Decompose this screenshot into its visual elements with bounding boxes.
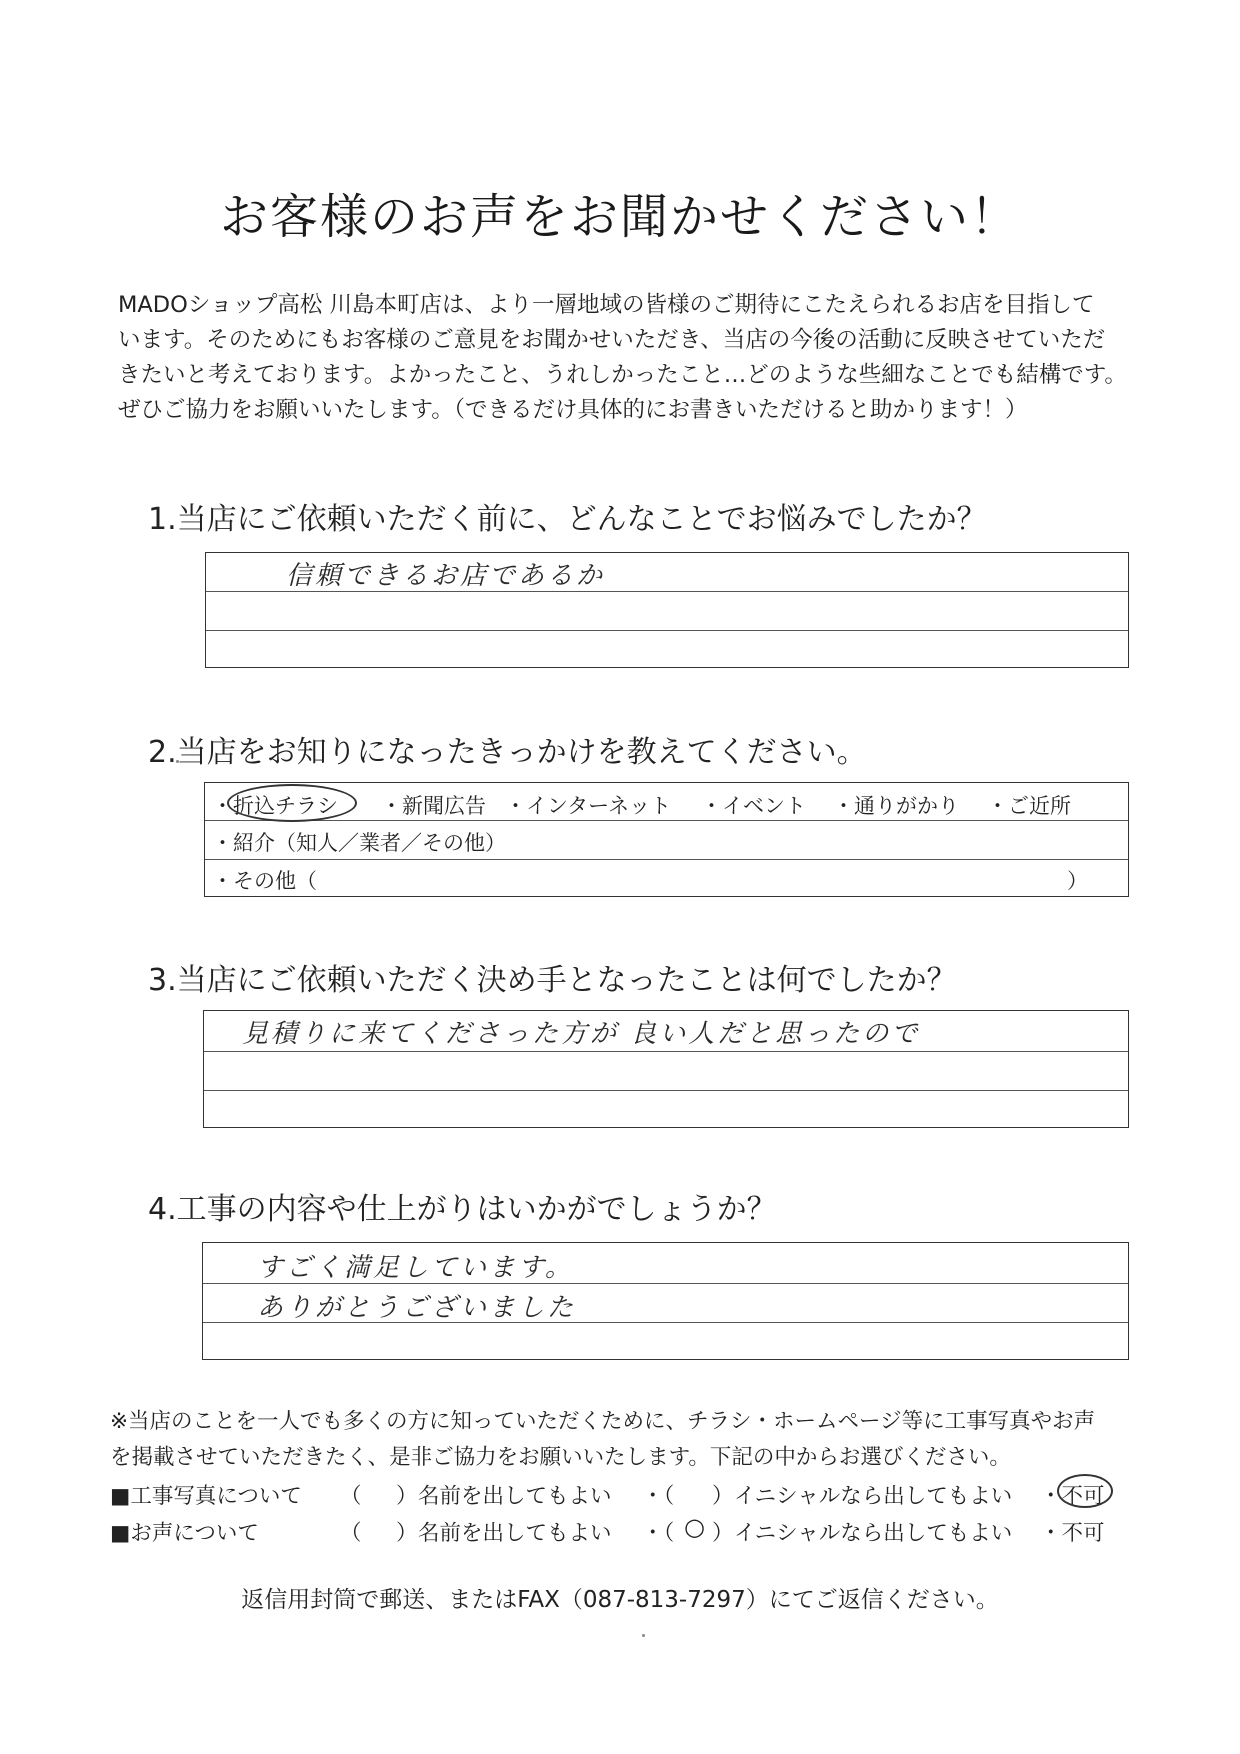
option-event[interactable]: ・イベント — [701, 794, 806, 818]
intro-line: きたいと考えております。よかったこと、うれしかったこと…どのような些細なことでも結構です。 — [118, 362, 1127, 388]
voice-initial-close: ） — [712, 1521, 734, 1546]
photo-name-ok[interactable]: 名前を出してもよい — [418, 1484, 612, 1509]
handwritten-answer-4-line2: ありがとうございました — [257, 1293, 577, 1323]
photo-consent-label: ■工事写真について — [110, 1484, 302, 1509]
handwritten-answer-1: 信頼できるお店であるか — [286, 561, 606, 591]
return-instructions: 返信用封筒で郵送、またはFAX（087-813-7297）にてご返信ください。 — [241, 1587, 999, 1613]
answer-line — [204, 1090, 1128, 1091]
voice-initial-mark: ○ — [684, 1513, 705, 1541]
question-1: 1.当店にご依頼いただく前に、どんなことでお悩みでしたか？ — [148, 502, 987, 537]
intro-line: います。そのためにもお客様のご意見をお聞かせいただき、当店の今後の活動に反映させていただ — [118, 327, 1106, 353]
option-neighborhood[interactable]: ・ご近所 — [987, 794, 1071, 818]
page-title: お客様のお声をお聞かせください！ — [219, 189, 1020, 245]
options-box-2 — [204, 782, 1129, 897]
voice-paren-open: （ — [340, 1521, 362, 1546]
option-other[interactable]: ・その他（ — [212, 869, 317, 893]
photo-initial-prefix: ・（ — [642, 1484, 675, 1509]
voice-paren-close: ） — [396, 1521, 418, 1546]
option-internet[interactable]: ・インターネット — [505, 794, 672, 818]
selection-circle — [227, 784, 357, 822]
consent-note-line: を掲載させていただきたく、是非ご協力をお願いいたします。下記の中からお選びください。 — [110, 1445, 1011, 1470]
scan-speck — [642, 1634, 645, 1637]
option-other-close: ） — [1067, 869, 1088, 893]
intro-paragraph — [118, 288, 1138, 428]
option-newspaper[interactable]: ・新聞広告 — [381, 794, 486, 818]
consent-note-line: ※当店のことを一人でも多くの方に知っていただくために、チラシ・ホームページ等に工事写真やお声 — [110, 1409, 1096, 1434]
selection-circle — [1057, 1474, 1113, 1508]
answer-box-4[interactable] — [202, 1242, 1129, 1360]
intro-line: ぜひご協力をお願いいたします。（できるだけ具体的にお書きいただけると助かります！） — [118, 397, 1028, 423]
answer-line — [206, 630, 1128, 631]
voice-initial-prefix: ・（ — [642, 1521, 675, 1546]
option-passing-by[interactable]: ・通りがかり — [833, 794, 959, 818]
photo-paren-close: ） — [396, 1484, 418, 1509]
handwritten-answer-4-line1: すごく満足しています。 — [257, 1253, 574, 1283]
option-referral[interactable]: ・紹介（知人／業者／その他） — [212, 831, 506, 855]
voice-name-ok[interactable]: 名前を出してもよい — [418, 1521, 612, 1546]
option-line — [205, 859, 1128, 860]
answer-box-1[interactable] — [205, 552, 1129, 668]
handwritten-answer-3: 見積りに来てくださった方が 良い人だと思ったので — [242, 1019, 921, 1049]
voice-not-ok[interactable]: ・不可 — [1040, 1521, 1105, 1546]
intro-line: MADOショップ高松 川島本町店は、より一層地域の皆様のご期待にこたえられるお店を目指して — [118, 292, 1095, 318]
question-4: 4.工事の内容や仕上がりはいかがでしょうか？ — [148, 1192, 777, 1227]
voice-initial-ok[interactable]: イニシャルなら出してもよい — [734, 1521, 1013, 1546]
question-3: 3.当店にご依頼いただく決め手となったことは何でしたか？ — [148, 963, 957, 998]
photo-initial-close: ） — [712, 1484, 734, 1509]
answer-box-3[interactable] — [203, 1010, 1129, 1128]
option-line — [205, 820, 1128, 821]
voice-consent-label: ■お声について — [110, 1521, 259, 1546]
option-leaflet[interactable]: ・折込チラシ — [212, 794, 338, 818]
photo-paren-open: （ — [340, 1484, 362, 1509]
photo-not-ok[interactable]: ・不可 — [1040, 1484, 1105, 1509]
photo-initial-ok[interactable]: イニシャルなら出してもよい — [734, 1484, 1013, 1509]
question-2: 2.当店をお知りになったきっかけを教えてください。 — [148, 735, 867, 770]
answer-line — [204, 1051, 1128, 1052]
